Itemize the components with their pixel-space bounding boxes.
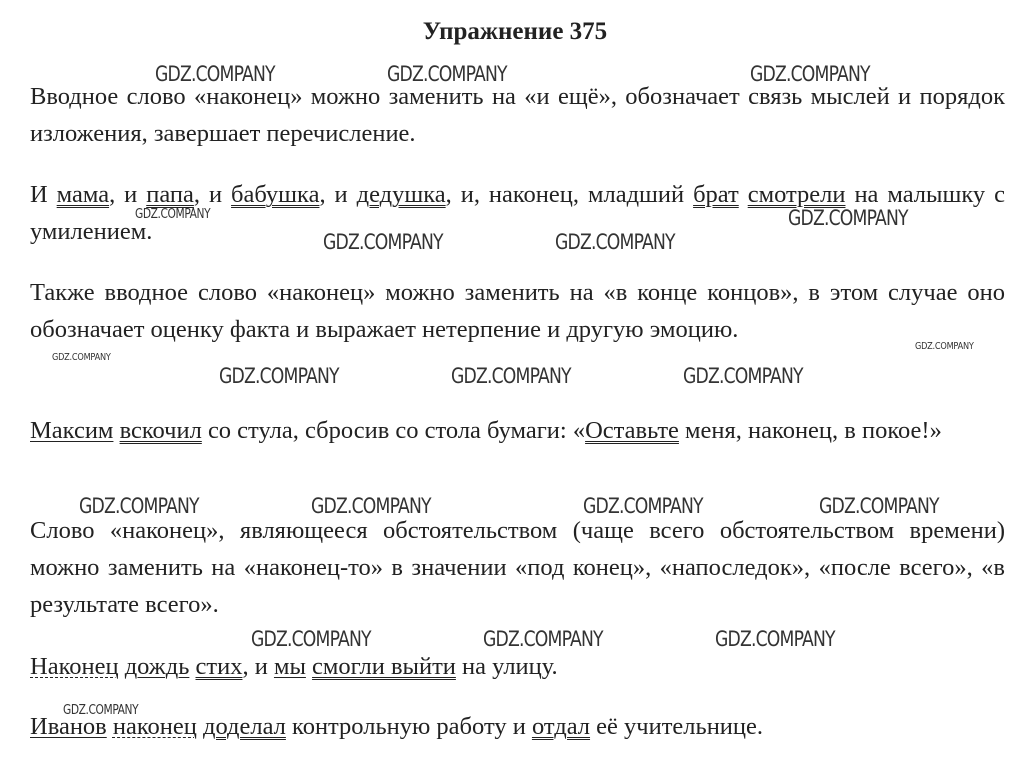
adverbial-word: Наконец	[30, 653, 119, 680]
watermark: GDZ.COMPANY	[135, 207, 211, 222]
subject-word: Максим	[30, 417, 114, 444]
subject-word: мама	[56, 181, 110, 208]
subject-word: мы	[273, 653, 306, 680]
watermark: GDZ.COMPANY	[387, 62, 507, 86]
watermark: GDZ.COMPANY	[715, 627, 835, 651]
watermark: GDZ.COMPANY	[915, 341, 974, 352]
text: , и	[319, 181, 357, 208]
subject-word: Иванов	[30, 713, 107, 740]
subject-word: дождь	[124, 653, 190, 680]
predicate-word: смогли выйти	[312, 653, 456, 680]
subject-word: дедушка	[356, 181, 446, 208]
text: на малышку с умилением.	[30, 181, 1005, 245]
watermark: GDZ.COMPANY	[311, 494, 431, 518]
watermark: GDZ.COMPANY	[251, 627, 371, 651]
watermark: GDZ.COMPANY	[555, 230, 675, 254]
watermark: GDZ.COMPANY	[750, 62, 870, 86]
subject-word: бабушка	[231, 181, 320, 208]
watermark: GDZ.COMPANY	[323, 230, 443, 254]
predicate-word: Оставьте	[585, 417, 679, 444]
text: И	[30, 181, 57, 208]
text: меня, наконец, в покое!»	[678, 417, 942, 444]
paragraph-3: Также вводное слово «наконец» можно заменить на «в конце концов», в этом случае оно обозначает оценку факта и выражает нетерпение и другую эмоцию.	[30, 279, 1005, 343]
predicate-word: стих	[195, 653, 243, 680]
predicate-word: вскочил	[119, 417, 202, 444]
text: со стула, сбросив со стола бумаги: «	[201, 417, 586, 444]
predicate-word: доделал	[203, 713, 286, 740]
text: , и, наконец, младший	[445, 181, 694, 208]
subject-word: брат	[693, 181, 739, 208]
watermark: GDZ.COMPANY	[79, 494, 199, 518]
watermark: GDZ.COMPANY	[483, 627, 603, 651]
text	[739, 181, 748, 208]
watermark: GDZ.COMPANY	[819, 494, 939, 518]
predicate-word: смотрели	[747, 181, 846, 208]
paragraph-5: Слово «наконец», являющееся обстоятельством (чаще всего обстоятельством времени) можно заменить на «наконец-то» в значении «под конец», «напоследок», «после всего», «в результате всего».	[30, 517, 1005, 618]
watermark: GDZ.COMPANY	[52, 352, 111, 363]
subject-word: папа	[146, 181, 194, 208]
text: её учительнице.	[590, 713, 764, 740]
adverbial-word: наконец	[112, 713, 197, 740]
text: контрольную работу и	[285, 713, 532, 740]
text: , и	[109, 181, 147, 208]
watermark: GDZ.COMPANY	[683, 364, 803, 388]
text: на улицу.	[455, 653, 558, 680]
exercise-title: Упражнение 375	[422, 18, 608, 45]
paragraph-1: Вводное слово «наконец» можно заменить на «и ещё», обозначает связь мыслей и порядок изложения, завершает перечисление.	[30, 83, 1005, 147]
predicate-word: отдал	[531, 713, 591, 740]
paragraph-4	[30, 412, 1005, 449]
watermark: GDZ.COMPANY	[451, 364, 571, 388]
paragraph-6	[30, 648, 1005, 685]
watermark: GDZ.COMPANY	[788, 206, 908, 230]
watermark: GDZ.COMPANY	[155, 62, 275, 86]
watermark: GDZ.COMPANY	[583, 494, 703, 518]
watermark: GDZ.COMPANY	[63, 703, 139, 718]
text: , и	[193, 181, 232, 208]
text: , и	[242, 653, 274, 680]
watermark: GDZ.COMPANY	[219, 364, 339, 388]
paragraph-7	[30, 708, 1005, 745]
